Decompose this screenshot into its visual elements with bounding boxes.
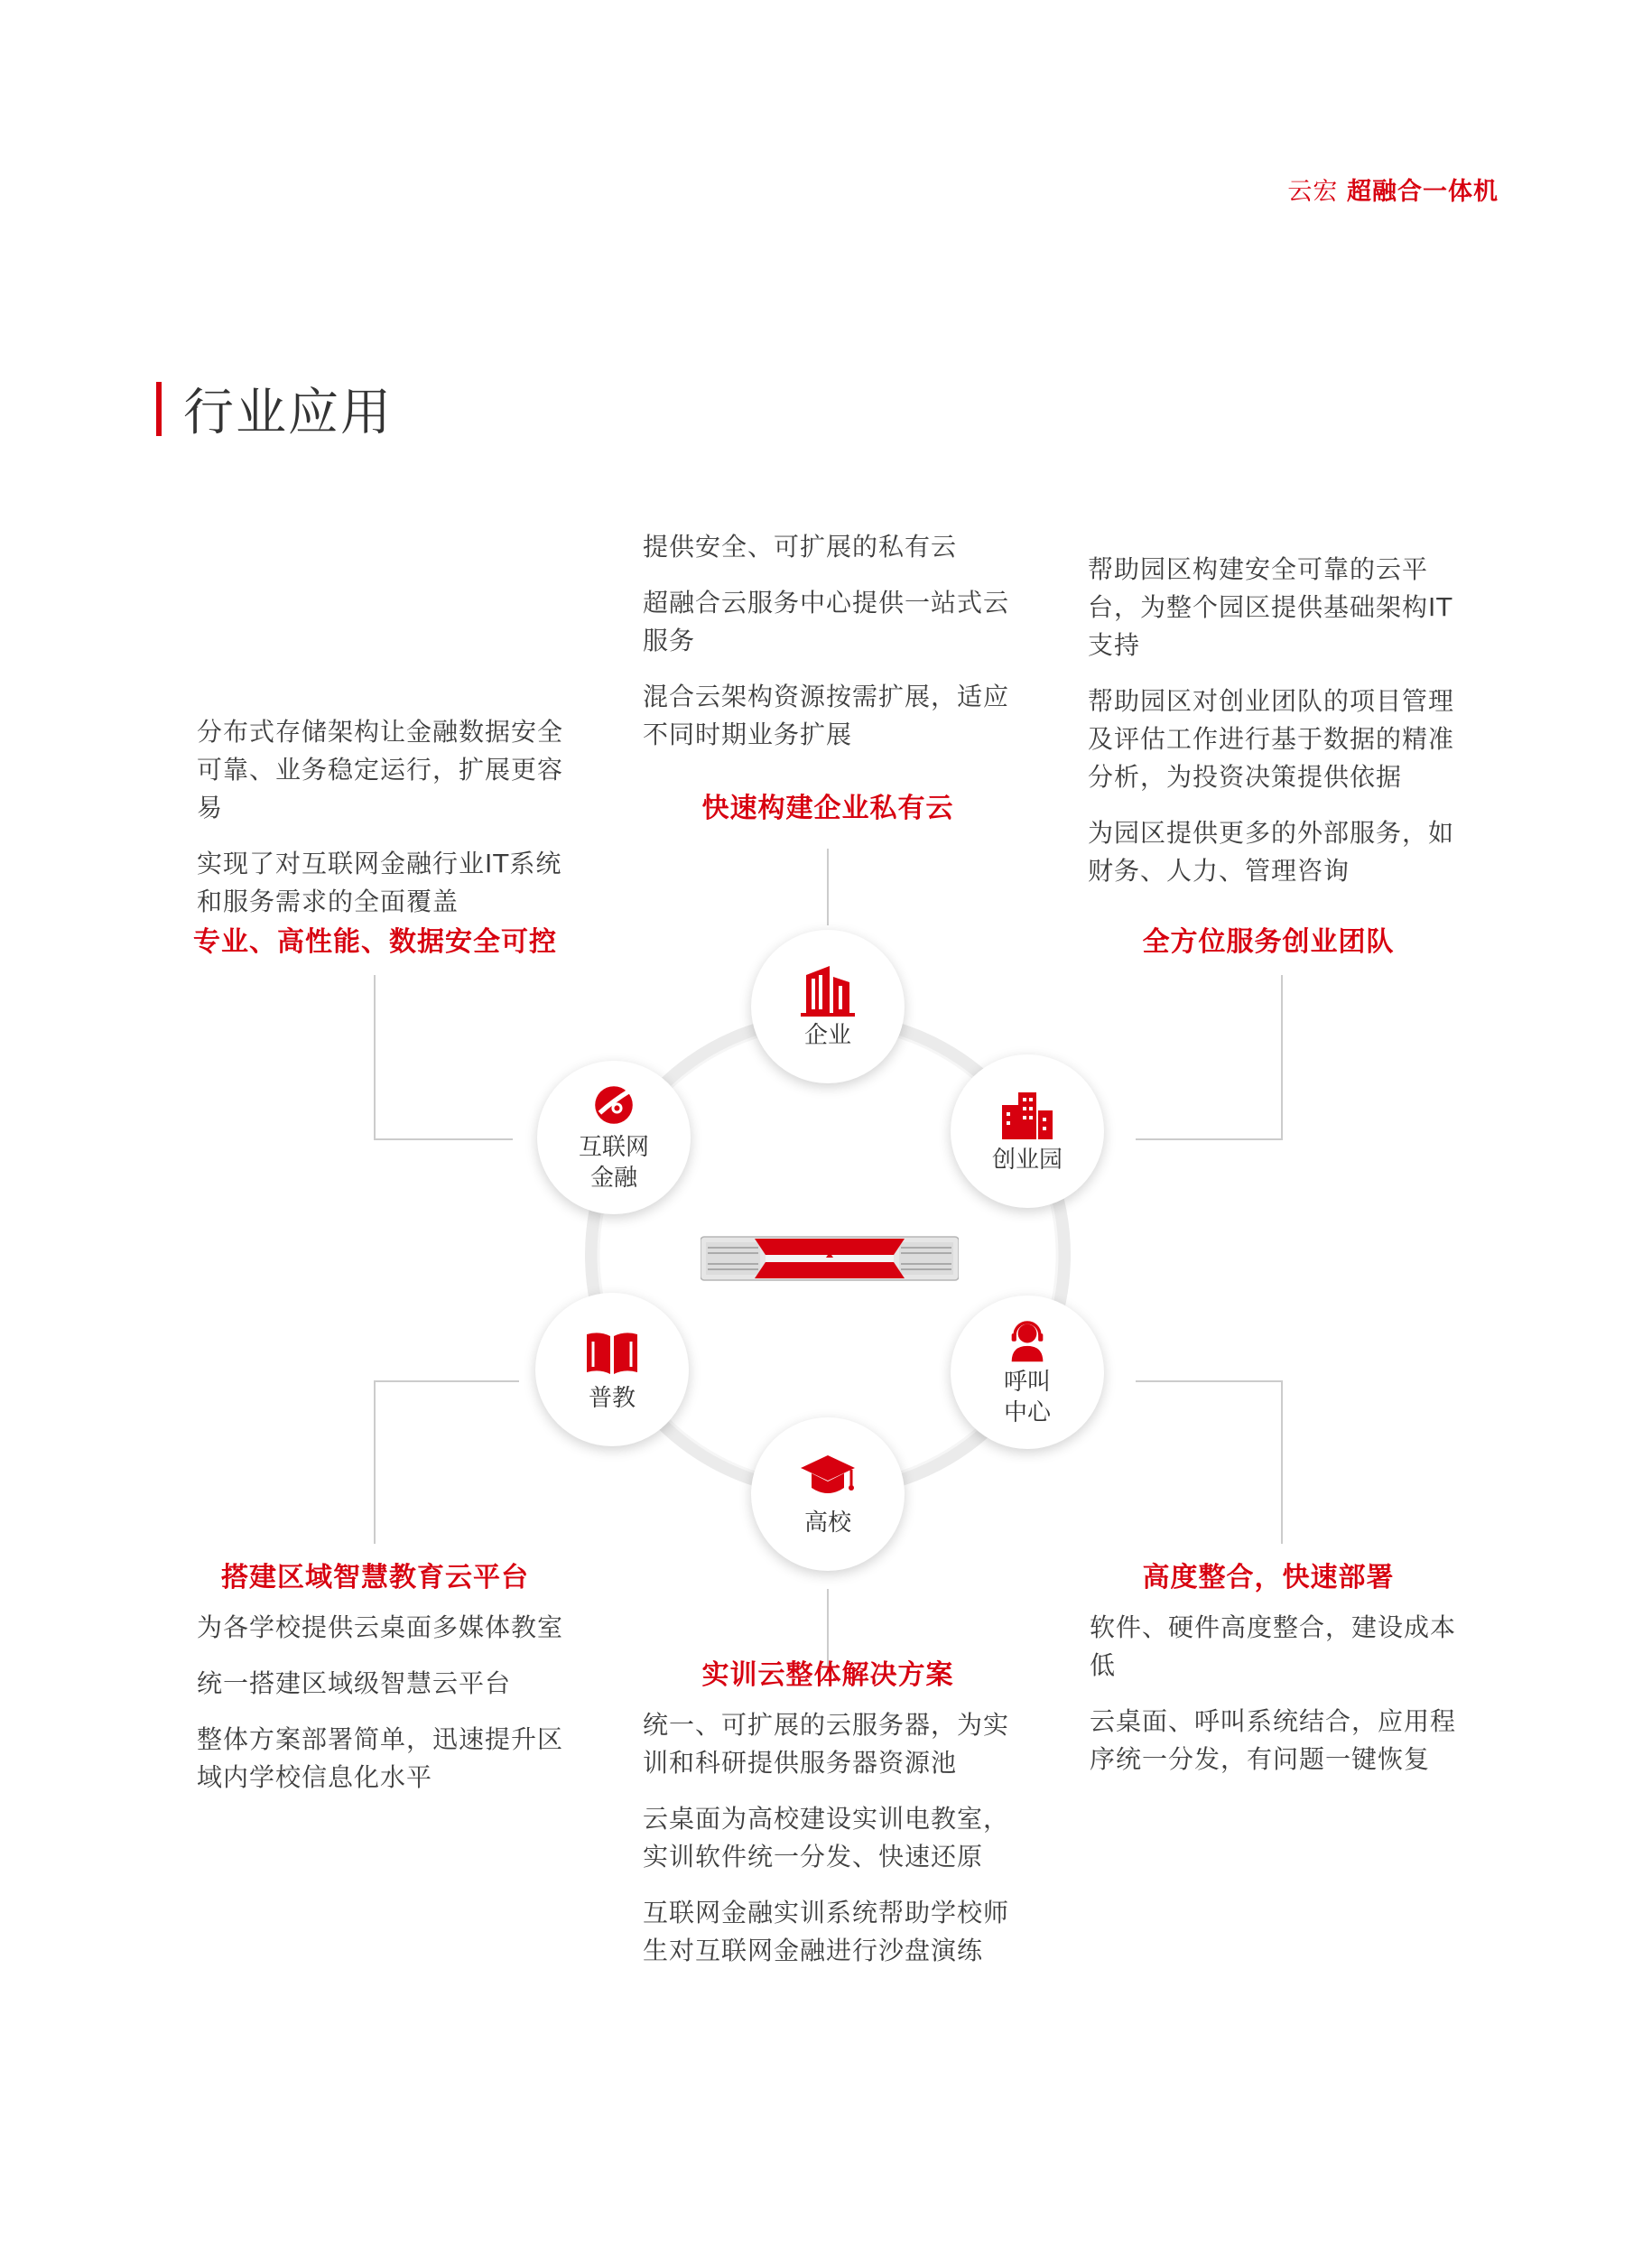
block-item: 软件、硬件高度整合，建设成本低 — [1090, 1612, 1457, 1680]
node-label-line1: 互联网 — [578, 1134, 649, 1161]
line-right-bottom — [1136, 1381, 1282, 1544]
line-right-top — [1136, 975, 1282, 1139]
heading-private-cloud: 快速构建企业私有云 — [701, 793, 954, 824]
node-internet-finance — [537, 1061, 691, 1214]
node-label: 普教 — [588, 1385, 636, 1412]
node-k12 — [535, 1293, 689, 1446]
block-item: 云桌面、呼叫系统结合，应用程序统一分发，有问题一键恢复 — [1090, 1706, 1457, 1774]
block-item: 统一、可扩展的云服务器，为实训和科研提供服务器资源池 — [643, 1710, 1010, 1778]
block-item: 为各学校提供云桌面多媒体教室 — [197, 1612, 564, 1642]
block-item: 实现了对互联网金融行业IT系统和服务需求的全面覆盖 — [197, 849, 562, 916]
brand-name: 云宏 — [1287, 178, 1339, 206]
block-item: 分布式存储架构让金融数据安全可靠、业务稳定运行，扩展更容易 — [197, 717, 564, 822]
node-university — [751, 1417, 905, 1571]
block-finance — [197, 713, 567, 939]
block-integration — [1090, 1609, 1460, 1797]
block-startup — [1088, 551, 1458, 908]
node-label-line1: 呼叫 — [1003, 1369, 1051, 1396]
block-education — [197, 1609, 567, 1815]
heading-integration: 高度整合，快速部署 — [1142, 1562, 1395, 1593]
block-item: 超融合云服务中心提供一站式云服务 — [643, 588, 1010, 655]
block-training — [643, 1706, 1013, 1988]
heading-finance: 专业、高性能、数据安全可控 — [193, 926, 557, 958]
node-label — [579, 1132, 649, 1194]
node-label — [1004, 1367, 1051, 1428]
block-item: 整体方案部署简单，迅速提升区域内学校信息化水平 — [197, 1724, 564, 1792]
node-label: 高校 — [803, 1509, 851, 1537]
book-icon — [583, 1325, 641, 1379]
heading-startup: 全方位服务创业团队 — [1142, 926, 1395, 958]
block-item: 互联网金融实训系统帮助学校师生对互联网金融进行沙盘演练 — [643, 1898, 1010, 1965]
line-left-bottom — [375, 1381, 519, 1544]
graduation-cap-icon — [799, 1450, 857, 1504]
product-name: 超融合一体机 — [1347, 178, 1499, 206]
node-startup-park — [951, 1054, 1104, 1208]
line-left-top — [375, 975, 513, 1139]
node-enterprise — [751, 930, 905, 1083]
block-item: 混合云架构资源按需扩展，适应不同时期业务扩展 — [643, 682, 1010, 749]
node-label: 创业园 — [991, 1147, 1063, 1174]
block-private-cloud — [643, 528, 1013, 772]
block-item: 云桌面为高校建设实训电教室，实训软件统一分发、快速还原 — [643, 1804, 1010, 1872]
heading-training: 实训云整体解决方案 — [701, 1659, 954, 1691]
node-label-line2: 中心 — [1003, 1399, 1051, 1426]
node-label-line2: 金融 — [589, 1165, 637, 1192]
block-item: 帮助园区构建安全可靠的云平台，为整个园区提供基础架构IT支持 — [1088, 554, 1453, 660]
headset-icon — [998, 1316, 1056, 1363]
section-title-text: 行业应用 — [183, 384, 393, 442]
block-item: 为园区提供更多的外部服务，如财务、人力、管理咨询 — [1088, 818, 1455, 886]
server-device-icon — [701, 1230, 959, 1287]
block-item: 提供安全、可扩展的私有云 — [643, 532, 958, 562]
block-item: 统一搭建区域级智慧云平台 — [197, 1668, 512, 1698]
city-buildings-icon — [998, 1087, 1056, 1141]
heading-education: 搭建区域智慧教育云平台 — [221, 1562, 529, 1593]
node-label: 企业 — [803, 1022, 851, 1049]
building-icon — [799, 962, 857, 1017]
block-item: 帮助园区对创业团队的项目管理及评估工作进行基于数据的精准分析，为投资决策提供依据 — [1088, 686, 1455, 792]
node-call-center — [951, 1296, 1104, 1449]
finance-icon — [585, 1082, 643, 1128]
